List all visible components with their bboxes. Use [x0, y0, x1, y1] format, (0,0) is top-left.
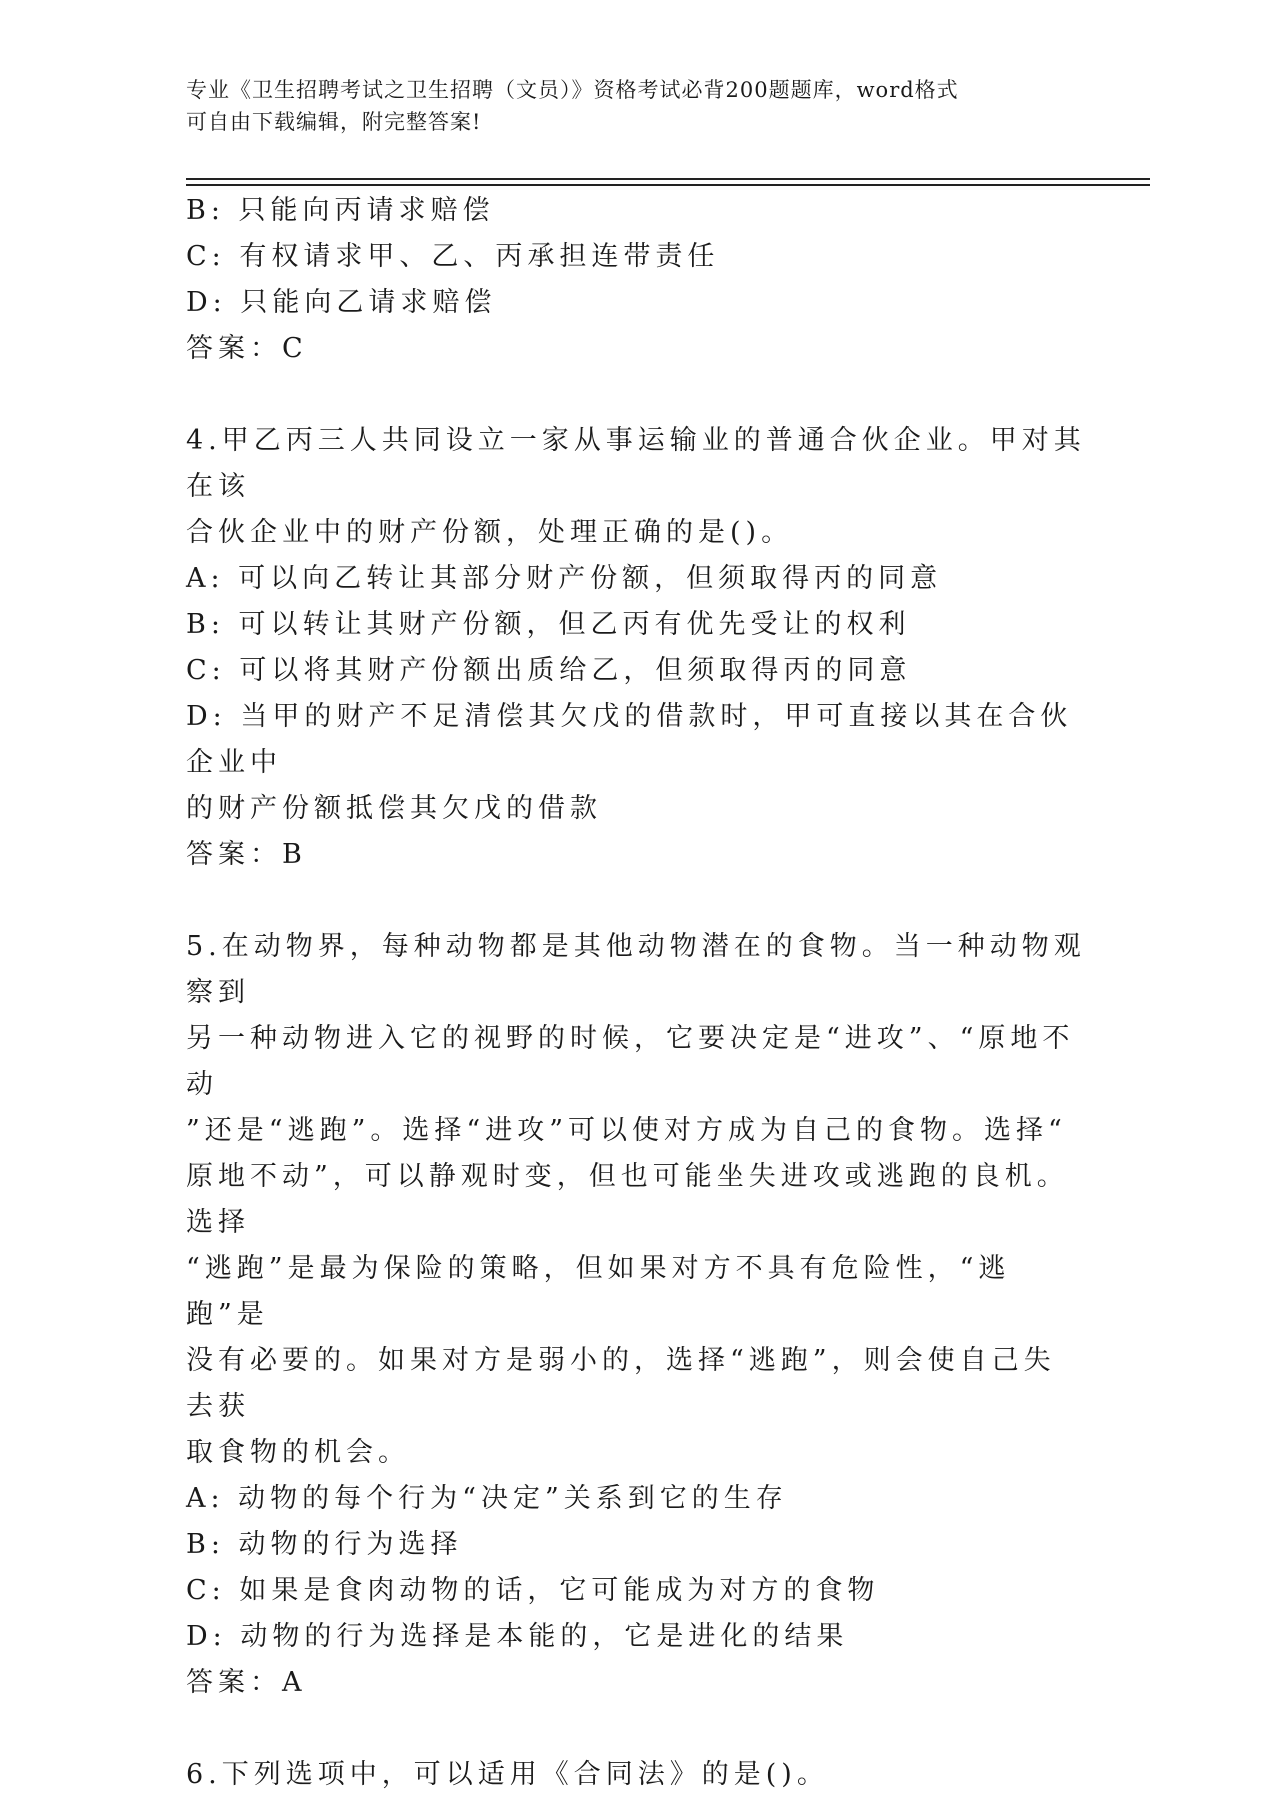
- q5-stem-line: 另一种动物进入它的视野的时候，它要决定是“进攻”、“原地不动: [186, 1023, 1075, 1100]
- spacer: [186, 372, 1086, 418]
- question-6: [186, 1752, 1086, 1798]
- q5-stem-line: 取食物的机会。: [186, 1437, 410, 1468]
- q3-option-d: D: 只能向乙请求赔偿: [186, 287, 497, 318]
- q5-stem-line: 没有必要的。如果对方是弱小的，选择“逃跑”，则会使自己失去获: [186, 1345, 1056, 1422]
- header-line-2: 可自由下载编辑，附完整答案!: [186, 110, 482, 134]
- q5-stem-line: 原地不动”，可以静观时变，但也可能坐失进攻或逃跑的良机。选择: [186, 1161, 1069, 1238]
- q5-option-d: D: 动物的行为选择是本能的，它是进化的结果: [186, 1621, 849, 1652]
- q4-stem-line: 4.甲乙丙三人共同设立一家从事运输业的普通合伙企业。甲对其在该: [186, 425, 1086, 502]
- header-rule-top: [186, 178, 1150, 180]
- question-5: [186, 924, 1086, 1706]
- spacer: [186, 1706, 1086, 1752]
- header-line-1: 专业《卫生招聘考试之卫生招聘（文员）》资格考试必背200题题库，word格式: [186, 78, 959, 102]
- header-rule-bottom: [186, 184, 1150, 186]
- q4-option-d: D: 当甲的财产不足清偿其欠戊的借款时，甲可直接以其在合伙企业中: [186, 701, 1073, 778]
- spacer: [186, 878, 1086, 924]
- q4-option-b: B: 可以转让其财产份额，但乙丙有优先受让的权利: [186, 609, 911, 640]
- q5-option-c: C: 如果是食肉动物的话，它可能成为对方的食物: [186, 1575, 880, 1606]
- question-3-tail: [186, 188, 1086, 372]
- q5-option-a: A: 动物的每个行为“决定”关系到它的生存: [186, 1483, 788, 1514]
- document-header: [186, 74, 1076, 138]
- q5-option-b: B: 动物的行为选择: [186, 1529, 463, 1560]
- document-body: [186, 188, 1086, 1798]
- q3-option-c: C: 有权请求甲、乙、丙承担连带责任: [186, 241, 720, 272]
- question-4: [186, 418, 1086, 878]
- q5-answer: 答案：A: [186, 1667, 307, 1698]
- q4-option-a: A: 可以向乙转让其部分财产份额，但须取得丙的同意: [186, 563, 943, 594]
- q4-option-c: C: 可以将其财产份额出质给乙，但须取得丙的同意: [186, 655, 912, 686]
- q5-stem-line: ”还是“逃跑”。选择“进攻”可以使对方成为自己的食物。选择“: [186, 1115, 1067, 1146]
- q5-stem-line: “逃跑”是最为保险的策略，但如果对方不具有危险性，“逃跑”是: [186, 1253, 1011, 1330]
- q6-stem-line: 6.下列选项中，可以适用《合同法》的是()。: [186, 1759, 829, 1790]
- q4-answer: 答案：B: [186, 839, 307, 870]
- q3-option-b: B: 只能向丙请求赔偿: [186, 195, 495, 226]
- q3-answer: 答案：C: [186, 333, 308, 364]
- q4-stem-line: 合伙企业中的财产份额，处理正确的是()。: [186, 517, 794, 548]
- q4-option-d-cont: 的财产份额抵偿其欠戊的借款: [186, 793, 602, 824]
- q5-stem-line: 5.在动物界，每种动物都是其他动物潜在的食物。当一种动物观察到: [186, 931, 1086, 1008]
